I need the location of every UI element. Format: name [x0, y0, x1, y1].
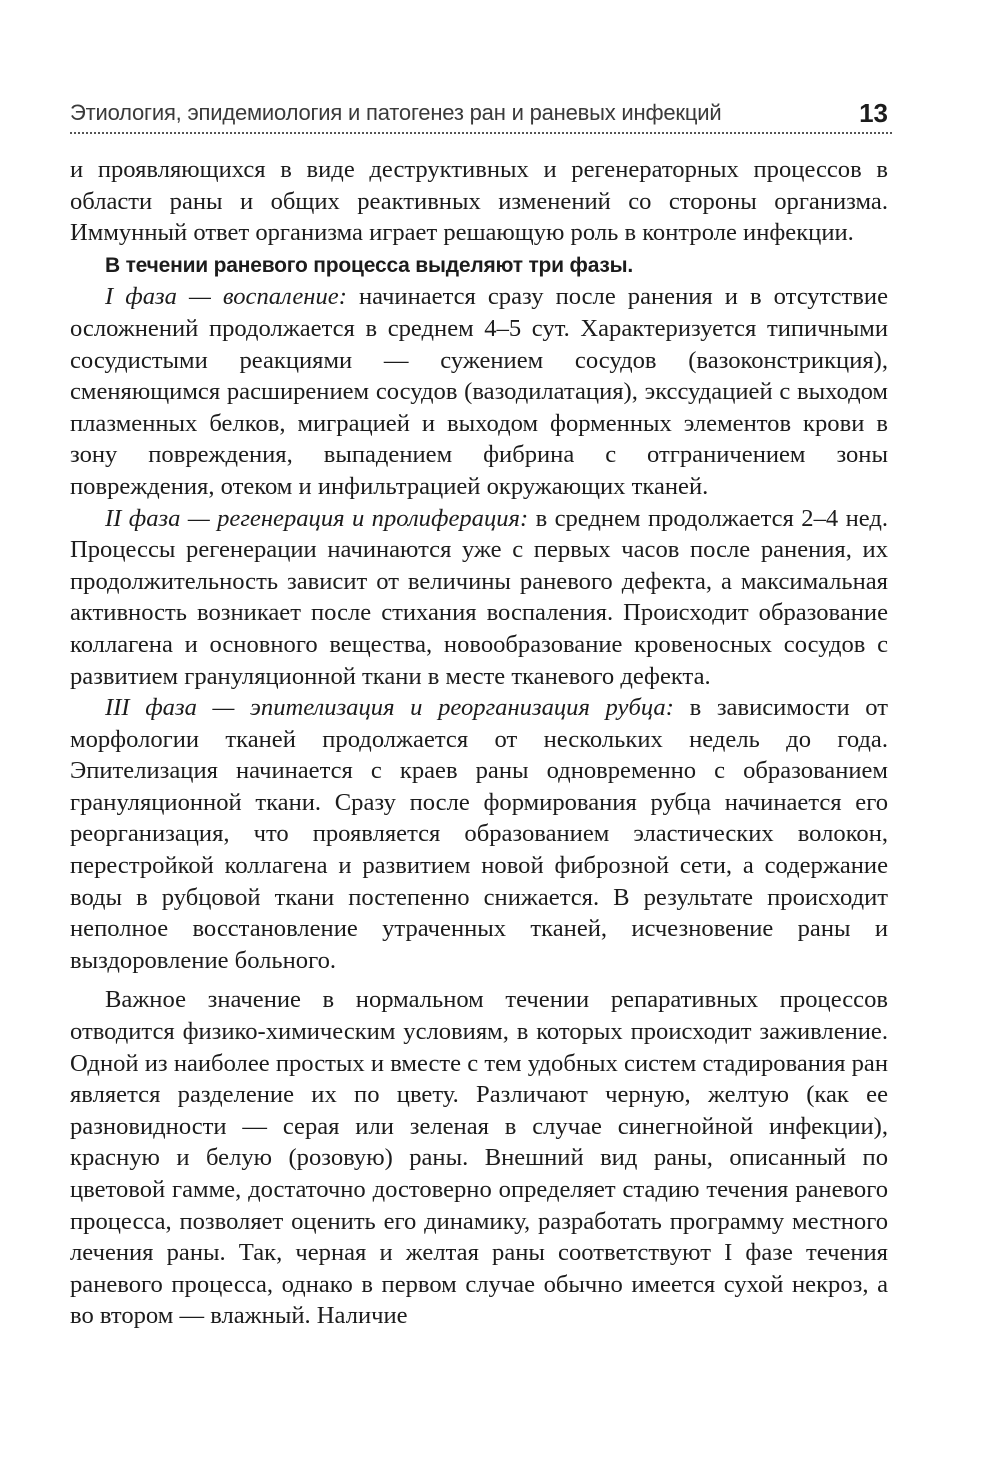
- paragraph-wound-colors: Важное значение в нормальном течении репаративных процессов отводится физико-химическим условиям, в которых происходит заживление. Одной из наиболее простых и вместе с тем удобных систем стадирования ран является разделение их по цвету. Различают черную, желтую (как ее разновидности — серая или зеленая в случае синегнойной инфекции), красную и белую (розовую) раны. Внешний вид раны, описанный по цветовой гамме, достаточно достоверно определяет стадию течения раневого процесса, позволяет оценить его динамику, разработать программу местного лечения раны. Так, черная и желтая раны соответствуют I фазе течения раневого процесса, однако в первом случае обычно имеется сухой некроз, а во втором — влажный. Наличие: [70, 986, 888, 1330]
- phase-1-text: начинается сразу после ранения и в отсутствие осложнений продолжается в среднем 4–5 сут. Характеризуется типичными сосудистыми реакциями — сужением сосудов (вазоконстрикция), сменяющимся расширением сосудов (вазодилатация), экссудацией с выходом плазменных белков, миграцией и выходом форменных элементов крови в зону повреждения, выпадением фибрина с отграничением зоны повреждения, отеком и инфильтрацией окружающих тканей.: [70, 283, 888, 500]
- page-number: 13: [859, 98, 888, 128]
- phase-3-text: в зависимости от морфологии тканей продолжается от нескольких недель до года. Эпителизация начинается с краев раны одновременно с образованием грануляционной ткани. Сразу после формирования рубца начинается его реорганизация, что проявляется образованием эластических волокон, перестройкой коллагена и развитием новой фиброзной сети, а содержание воды в рубцовой ткани постепенно снижается. В результате происходит неполное восстановление утраченных тканей, исчезновение раны и выздоровление больного.: [70, 694, 888, 974]
- chapter-title: Этиология, эпидемиология и патогенез ран и раневых инфекций: [70, 100, 722, 125]
- main-text: [70, 154, 888, 1332]
- phase-3-label: III фаза — эпителизация и реорганизация рубца:: [105, 694, 674, 722]
- phase-2-label: II фаза — регенерация и пролиферация:: [105, 504, 529, 532]
- paragraph-phase-1: [70, 281, 888, 502]
- bold-lead-sentence: В течении раневого процесса выделяют три фазы.: [105, 253, 634, 277]
- paragraph-phases-lead: [70, 249, 888, 282]
- running-header: [70, 92, 892, 134]
- phase-2-text: в среднем продолжается 2–4 нед. Процессы регенерации начинаются уже с первых часов после ранения, их продолжительность зависит от величины раневого дефекта, а максимальная активность возникает после стихания воспаления. Происходит образование коллагена и основного вещества, новообразование кровеносных сосудов с развитием грануляционной ткани в месте тканевого дефекта.: [70, 504, 888, 690]
- paragraph-phase-2: [70, 503, 888, 693]
- paragraph-continuation: и проявляющихся в виде деструктивных и регенераторных процессов в области раны и общих реактивных изменений со стороны организма. Иммунный ответ организма играет решающую роль в контроле инфекции.: [70, 156, 888, 247]
- phase-1-label: I фаза — воспаление:: [105, 283, 347, 311]
- paragraph-phase-3: [70, 692, 888, 976]
